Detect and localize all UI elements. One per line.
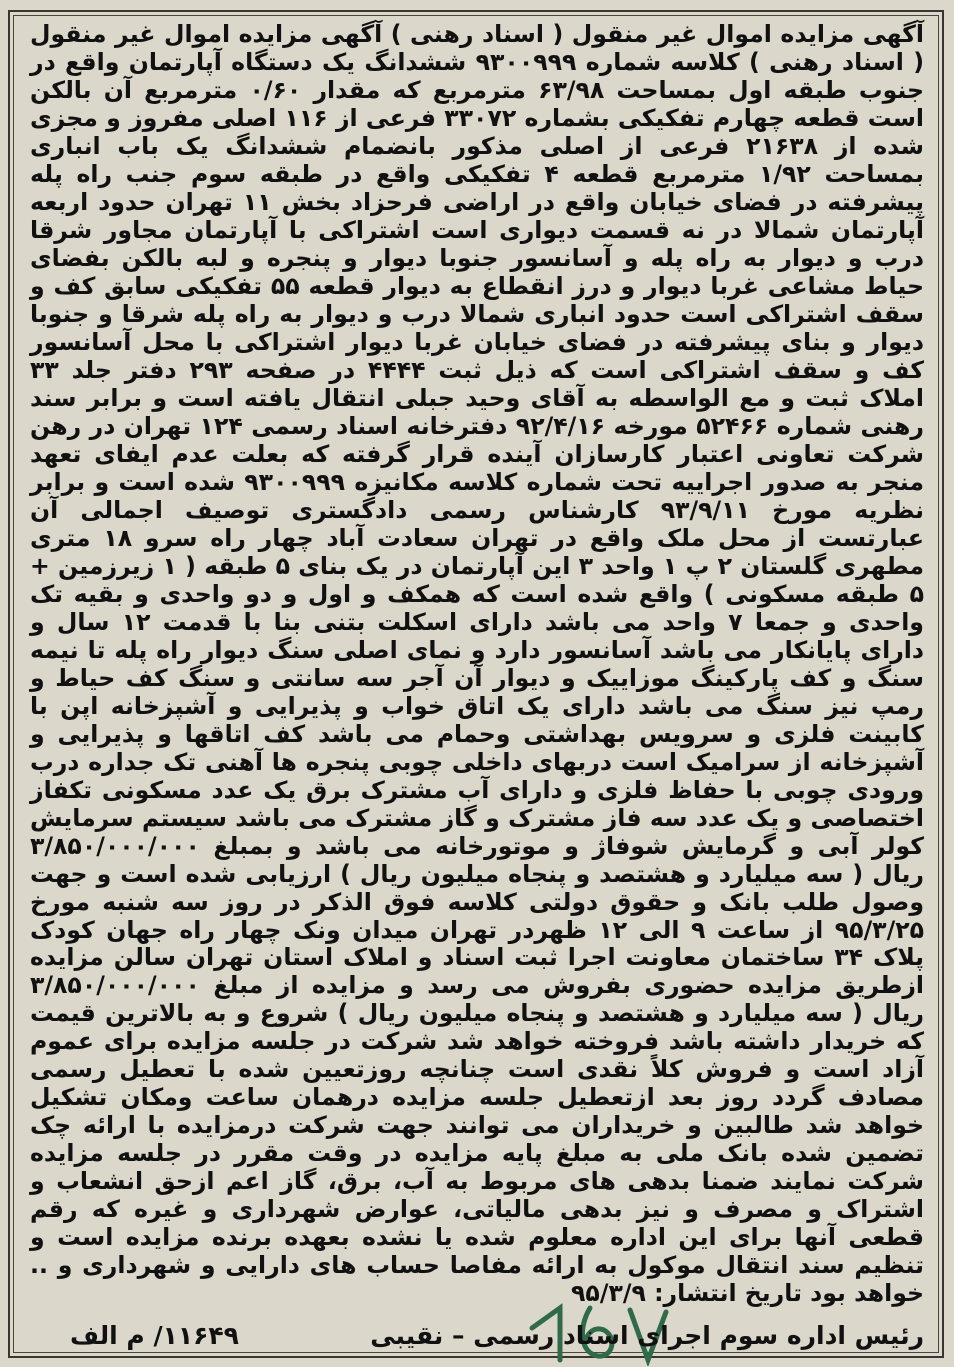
reference-number-text: ۱۱۶۴۹/ م الف: [70, 1321, 239, 1350]
notice-body: آگهی مزایده اموال غیر منقول ( اسناد رهنی ) آگهی مزایده اموال غیر منقول ( اسناد رهنی ) کلاسه شماره ۹۳۰۰۹۹۹ ششدانگ یک دستگاه آپارتمان واقع در جنوب طبقه اول بمساحت ۶۳/۹۸ مترمربع که مقدار ۰/۶۰ مترمربع آن بالکن است قطعه چهارم تفکیکی بشماره ۳۳۰۷۲ فرعی از ۱۱۶ اصلی مفروز و مجزی شده از ۲۱۶۳۸ فرعی از اصلی مذکور بانضمام ششدانگ یک باب انباری بمساحت ۱/۹۲ مترمربع قطعه ۴ تفکیکی واقع در طبقه سوم جنب راه پله پیشرفته در فضای خیابان واقع در اراضی فرحزاد بخش ۱۱ تهران حدود اربعه آپارتمان شمالا در نه قسمت دیواری است اشتراکی با آپارتمان مجاور شرقا درب و دیوار به راه پله و آسانسور جنوبا دیوار و پنجره و لبه بالکن بفضای حیاط مشاعی غربا دیوار و درز انقطاع به دیوار قطعه ۵۵ تفکیکی سابق کف و سقف اشتراکی است حدود انباری شمالا درب و دیوار به راه پله شرقا و جنوبا دیوار و بنای پیشرفته در فضای خیابان غربا دیوار اشتراکی با محل آسانسور کف و سقف اشتراکی است که ذیل ثبت ۴۴۴۴ در صفحه ۲۹۳ دفتر جلد ۳۳ املاک ثبت و مع الواسطه به آقای وحید جبلی انتقال یافته است و برابر سند رهنی شماره ۵۲۴۶۶ مورخه ۹۲/۴/۱۶ دفترخانه اسناد رسمی ۱۲۴ تهران در رهن شرکت تعاونی اعتبار کارسازان آینده قرار گرفته که بعلت عدم ایفای تعهد منجر به صدور اجراییه تحت شماره کلاسه مکانیزه ۹۳۰۰۹۹۹ شده است و برابر نظریه مورخ ۹۳/۹/۱۱ کارشناس رسمی دادگستری توصیف اجمالی آن عبارتست از محل ملک واقع در تهران سعادت آباد چهار راه سرو ۱۸ متری مطهری گلستان ۲ پ ۱ واحد ۳ این آپارتمان در یک بنای ۵ طبقه ( ۱ زیرزمین + ۵ طبقه مسکونی ) واقع شده است که همکف و اول و دو واحدی و بقیه تک واحدی و جمعا ۷ واحد می باشد دارای اسکلت بتنی بنا با قدمت ۱۲ سال و دارای پایانکار می باشد آسانسور دارد و نمای اصلی سنگ دیوار راه پله تا نیمه سنگ و کف پارکینگ موزاییک و دیوار آن آجر سه سانتی و سنگ کف حیاط و رمپ نیز سنگ می باشد دارای یک اتاق خواب و پذیرایی و آشپزخانه اپن با کابینت فلزی و سرویس بهداشتی وحمام می باشد کف اتاقها و پذیرایی و آشپزخانه از سرامیک است دربهای داخلی چوبی پنجره ها آهنی تک جداره درب ورودی چوبی با حفاظ فلزی و دارای آب مشترک برق یک عدد مسکونی تکفاز اختصاصی و یک عدد سه فاز مشترک و گاز مشترک می باشد سیستم سرمایش کولر آبی و گرمایش شوفاژ و موتورخانه می باشد و بمبلغ ۳/۸۵۰/۰۰۰/۰۰۰ ریال ( سه میلیارد و هشتصد و پنجاه میلیون ریال ) ارزیابی شده است و جهت وصول طلب بانک و حقوق دولتی کلاسه فوق الذکر در روز سه شنبه مورخ ۹۵/۳/۲۵ از ساعت ۹ الی ۱۲ ظهردر تهران میدان ونک چهار راه جهان کودک پلاک ۳۴ ساختمان معاونت اجرا ثبت اسناد و املاک استان تهران سالن مزایده ازطریق مزایده حضوری بفروش می رسد و مزایده از مبلغ ۳/۸۵۰/۰۰۰/۰۰۰ ریال ( سه میلیارد و هشتصد و پنجاه میلیون ریال ) شروع و به بالاترین قیمت که خریدار داشته باشد فروخته خواهد شد شرکت در جلسه مزایده برای عموم آزاد است و فروش کلاً نقدی است چنانچه روزتعیین شده با تعطیل رسمی مصادف گردد روز بعد ازتعطیل جلسه مزایده درهمان ساعت ومکان تشکیل خواهد شد طالبین و خریداران می توانند جهت شرکت درمزایده با ارائه چک تضمین شده بانک ملی به مبلغ پایه مزایده در وقت مقرر در جلسه مزایده شرکت نمایند ضمنا بدهی های مربوط به آب، برق، گاز اعم ازحق انشعاب و اشتراک و مصرف و نیز بدهی مالیاتی، عوارض شهرداری و غیره که رقم قطعی آنها برای این اداره معلوم شده یا نشده بعهده برنده مزایده است و تنظیم سند انتقال موکول به ارائه مفاصا حساب های دارایی و شهرداری و .. خواهد بود تاریخ انتشار: ۹۵/۳/۹: [30, 20, 925, 1308]
notice-footer: [30, 1318, 924, 1358]
reference-number: [70, 1318, 239, 1354]
signature-line: رئیس اداره سوم اجرای اسناد رسمی – نقیبی: [370, 1321, 924, 1350]
notice-text-block: [30, 20, 924, 1307]
